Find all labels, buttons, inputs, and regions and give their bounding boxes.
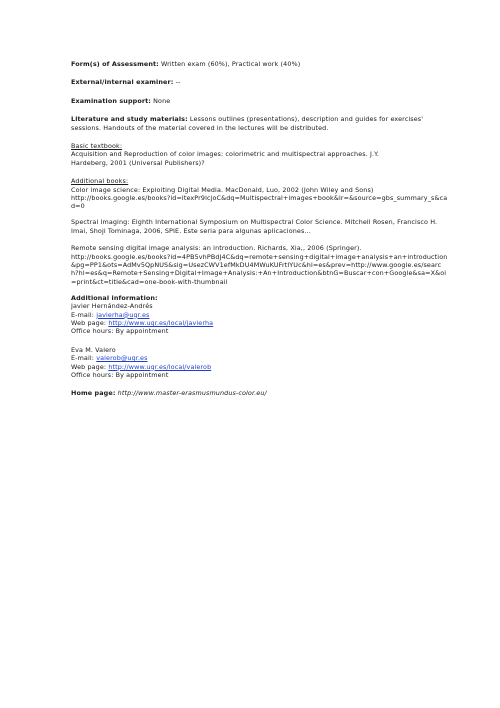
contact-email-line	[71, 354, 448, 362]
email-label: E-mail:	[71, 354, 95, 363]
web-link[interactable]: http://www.ugr.es/local/javierha	[108, 318, 214, 327]
book1-url: http://books.google.es/books?id=ltexPr9lcjoC&dq=Multispectral+images+book&lr=&source=gbs_summary_s&cad=0	[71, 194, 448, 211]
assessment-label: Form(s) of Assessment:	[71, 60, 159, 68]
support-label: Examination support:	[71, 96, 151, 105]
support-line	[71, 97, 448, 105]
additional-books-heading: Additional books:	[71, 177, 129, 186]
contact-name: Eva M. Valero	[71, 345, 116, 354]
literature-label: Literature and study materials:	[71, 115, 188, 124]
book3-title: Remote sensing digital image analysis: an introduction. Richards, Xia,, 2006 (Springer).	[71, 244, 362, 253]
assessment-line	[71, 60, 448, 68]
contact-card-javier	[71, 302, 448, 336]
web-label: Web page:	[71, 362, 107, 371]
examiner-line	[71, 78, 448, 86]
literature-paragraph	[71, 115, 448, 132]
basic-textbook-heading: Basic textbook:	[71, 142, 123, 151]
home-page-url[interactable]: http://www.master-erasmusmundus-color.eu/	[117, 389, 267, 398]
literature-value: Lessons outlines (presentations), description and guides for exercises' sessions. Handouts of the material covered in the lectures will be distributed.	[71, 115, 424, 132]
email-link[interactable]: javierha@ugr.es	[96, 310, 150, 319]
email-link[interactable]: valerob@ugr.es	[96, 354, 148, 363]
web-link[interactable]: http://www.ugr.es/local/valerob	[108, 362, 212, 371]
examiner-value: --	[175, 78, 181, 87]
book2-paragraph: Spectral Imaging: Eighth International Symposium on Multispectral Color Science. Mitchell Rosen, Francisco H. Imai, Shoji Tominaga, 2006, SPIE. Este seria para algunas aplicaciones...	[71, 218, 438, 235]
examiner-label: External/internal examiner:	[71, 78, 174, 87]
book1-title: Color image science: Exploiting Digital Media. MacDonald, Luo, 2002 (John Wiley and Sons)	[71, 185, 374, 194]
basic-textbook-line-1: Acquisition and Reproduction of color images: colorimetric and multispectral approaches. J.Y.	[71, 150, 380, 159]
support-value: None	[153, 96, 171, 105]
assessment-value: Written exam (60%), Practical work (40%)	[161, 60, 301, 68]
contact-office-hours: Office hours: By appointment	[71, 370, 169, 379]
contact-office-hours: Office hours: By appointment	[71, 327, 169, 336]
contact-web-line	[71, 363, 448, 371]
basic-textbook-line-2: Hardeberg, 2001 (Universal Publishers)?	[71, 158, 205, 167]
email-label: E-mail:	[71, 310, 95, 319]
home-page-label: Home page:	[71, 389, 116, 398]
web-label: Web page:	[71, 318, 107, 327]
contact-email-line	[71, 311, 448, 319]
contact-card-eva	[71, 346, 448, 380]
book3-url: http://books.google.es/books?id=4PB5vhPBdJ4C&dq=remote+sensing+digital+image+analysis+an+introduction&pg=PP1&ots=AdMv5QpNUS&sig=UsezCWV1efMkDU4MWuKUFrtlYUc&hl=es&prev=http://www.google.es/search?hl=es&q=Remote+Sensing+Digital+Image+Analysis:+An+Introduction&btnG=Buscar+con+Google&sa=X&oi=print&ct=title&cad=one-book-with-thumbnail	[71, 252, 448, 286]
contact-web-line	[71, 319, 448, 327]
home-page-line	[71, 389, 448, 397]
additional-info-heading: Additional information:	[71, 293, 158, 302]
contact-name: Javier Hernández-Andrés	[71, 302, 153, 311]
